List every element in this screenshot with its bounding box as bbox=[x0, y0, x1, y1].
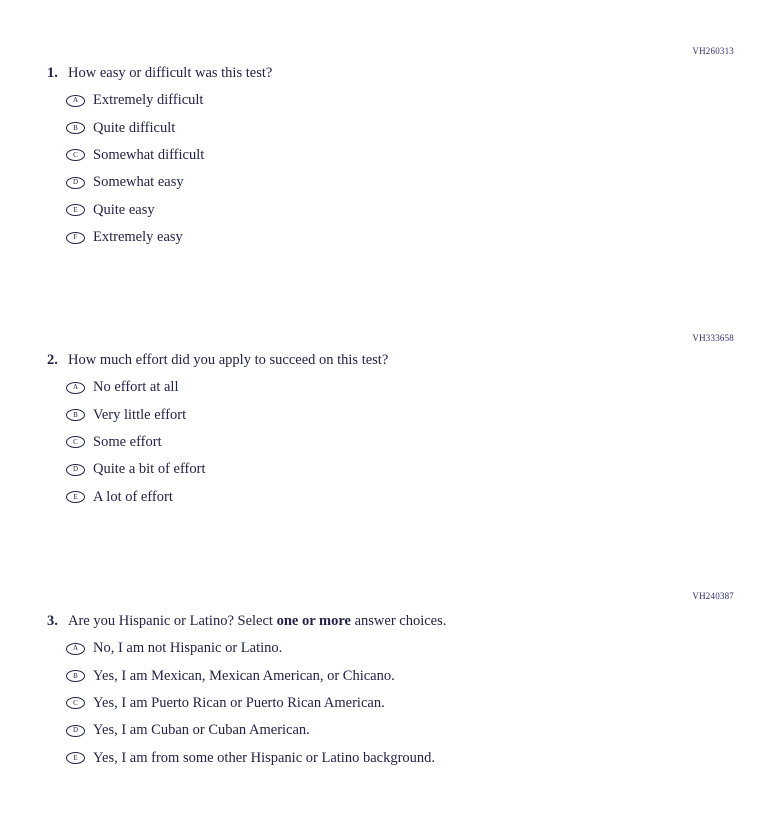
answer-option bbox=[66, 142, 761, 169]
question-3-stem bbox=[0, 612, 761, 631]
answer-bubble-e[interactable] bbox=[66, 752, 85, 764]
question-3-section bbox=[0, 591, 761, 772]
answer-bubble-d[interactable] bbox=[66, 464, 85, 476]
question-2-section bbox=[0, 333, 761, 511]
answer-option bbox=[66, 401, 761, 428]
answer-label: Yes, I am Cuban or Cuban American. bbox=[93, 722, 310, 739]
answer-option bbox=[66, 169, 761, 196]
bubble-letter: E bbox=[73, 492, 78, 501]
bubble-letter: E bbox=[73, 753, 78, 762]
answer-bubble-e[interactable] bbox=[66, 491, 85, 503]
bubble-letter: D bbox=[72, 178, 79, 187]
answer-option bbox=[66, 114, 761, 141]
question-3-text bbox=[68, 612, 446, 631]
bubble-letter: D bbox=[72, 726, 79, 735]
answer-label: Extremely easy bbox=[93, 229, 183, 246]
bubble-letter: D bbox=[72, 465, 79, 474]
answer-label: No effort at all bbox=[93, 379, 179, 396]
question-2-options bbox=[0, 374, 761, 511]
answer-label: Quite easy bbox=[93, 201, 155, 218]
answer-option bbox=[66, 429, 761, 456]
answer-option bbox=[66, 197, 761, 224]
bubble-letter: C bbox=[73, 437, 78, 446]
question-1-number: 1. bbox=[47, 65, 58, 81]
answer-bubble-d[interactable] bbox=[66, 177, 85, 189]
answer-label: A lot of effort bbox=[93, 488, 173, 505]
answer-label: No, I am not Hispanic or Latino. bbox=[93, 640, 283, 657]
answer-option bbox=[66, 635, 761, 662]
answer-label: Yes, I am Mexican, Mexican American, or Chicano. bbox=[93, 667, 395, 684]
bubble-letter: B bbox=[73, 123, 78, 132]
bubble-letter: B bbox=[73, 410, 78, 419]
answer-option bbox=[66, 456, 761, 483]
answer-bubble-b[interactable] bbox=[66, 409, 85, 421]
question-1-section bbox=[0, 46, 761, 251]
answer-label: Some effort bbox=[93, 433, 162, 450]
answer-bubble-a[interactable] bbox=[66, 643, 85, 655]
question-1-options bbox=[0, 87, 761, 251]
answer-label: Extremely difficult bbox=[93, 92, 204, 109]
answer-bubble-b[interactable] bbox=[66, 122, 85, 134]
answer-option bbox=[66, 87, 761, 114]
bubble-letter: C bbox=[73, 698, 78, 707]
answer-option bbox=[66, 374, 761, 401]
question-3-text-prefix: Are you Hispanic or Latino? Select bbox=[68, 613, 277, 629]
answer-label: Very little effort bbox=[93, 406, 187, 423]
answer-option bbox=[66, 662, 761, 689]
answer-bubble-a[interactable] bbox=[66, 95, 85, 107]
question-3-accession-code: VH240387 bbox=[692, 591, 734, 601]
bubble-letter: E bbox=[73, 205, 78, 214]
answer-option bbox=[66, 690, 761, 717]
answer-option bbox=[66, 484, 761, 511]
question-2-accession-code: VH333658 bbox=[692, 333, 734, 343]
answer-label: Quite difficult bbox=[93, 119, 176, 136]
answer-bubble-d[interactable] bbox=[66, 725, 85, 737]
question-2-number: 2. bbox=[47, 352, 58, 368]
answer-bubble-c[interactable] bbox=[66, 149, 85, 161]
answer-option bbox=[66, 717, 761, 744]
answer-label: Yes, I am from some other Hispanic or Latino background. bbox=[93, 749, 436, 766]
bubble-letter: A bbox=[72, 644, 79, 653]
answer-label: Quite a bit of effort bbox=[93, 461, 206, 478]
answer-option bbox=[66, 745, 761, 772]
answer-label: Somewhat easy bbox=[93, 174, 184, 191]
answer-bubble-e[interactable] bbox=[66, 204, 85, 216]
question-2-text: How much effort did you apply to succeed on this test? bbox=[68, 352, 389, 368]
question-3-text-suffix: answer choices. bbox=[350, 613, 447, 629]
answer-option bbox=[66, 224, 761, 251]
answer-bubble-f[interactable] bbox=[66, 232, 85, 244]
question-3-options bbox=[0, 635, 761, 772]
question-3-text-bold: one or more bbox=[276, 613, 351, 629]
bubble-letter: C bbox=[73, 150, 78, 159]
question-1-accession-code: VH260313 bbox=[692, 46, 734, 56]
bubble-letter: A bbox=[72, 383, 79, 392]
question-1-text: How easy or difficult was this test? bbox=[68, 65, 273, 81]
question-3-number: 3. bbox=[47, 613, 58, 629]
answer-bubble-b[interactable] bbox=[66, 670, 85, 682]
answer-label: Yes, I am Puerto Rican or Puerto Rican American. bbox=[93, 694, 385, 711]
answer-bubble-a[interactable] bbox=[66, 382, 85, 394]
answer-bubble-c[interactable] bbox=[66, 697, 85, 709]
answer-bubble-c[interactable] bbox=[66, 436, 85, 448]
bubble-letter: B bbox=[73, 671, 78, 680]
bubble-letter: F bbox=[73, 233, 78, 242]
bubble-letter: A bbox=[72, 96, 79, 105]
answer-label: Somewhat difficult bbox=[93, 146, 205, 163]
question-1-stem bbox=[0, 64, 761, 83]
question-2-stem bbox=[0, 351, 761, 370]
